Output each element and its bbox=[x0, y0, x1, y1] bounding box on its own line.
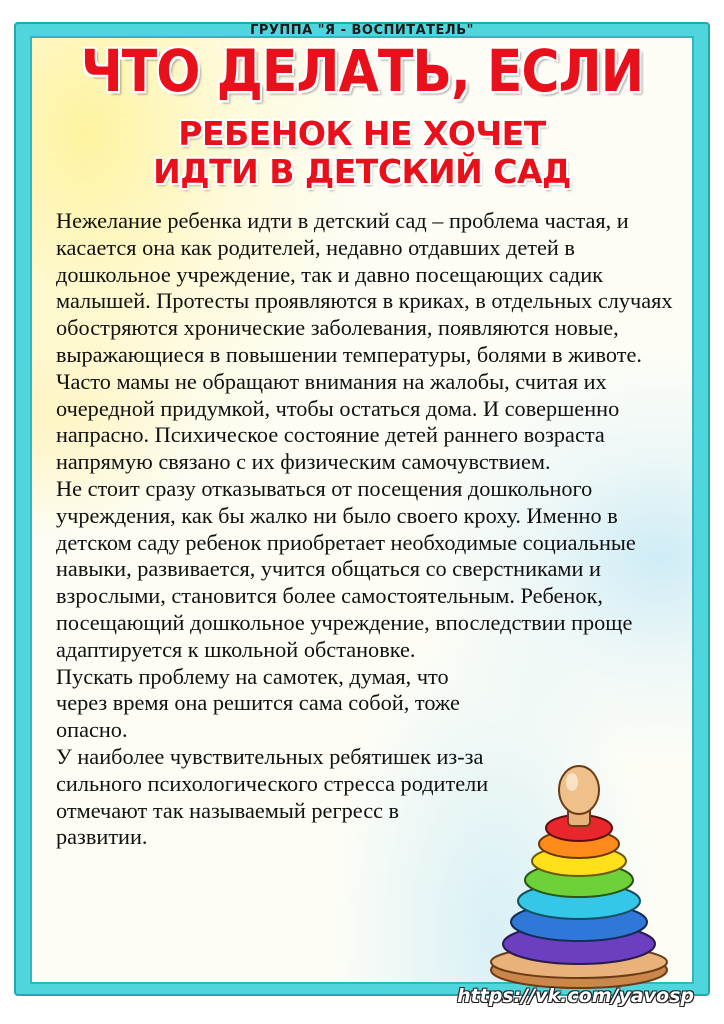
vk-link[interactable]: https://vk.com/yavosp bbox=[457, 985, 694, 1007]
subtitle-line-1: РЕБЕНОК НЕ ХОЧЕТ bbox=[178, 114, 546, 153]
pyramid-toy-icon bbox=[486, 762, 672, 990]
subtitle-line-2: ИДТИ В ДЕТСКИЙ САД bbox=[153, 152, 571, 191]
page-subtitle bbox=[0, 115, 724, 191]
page-title: ЧТО ДЕЛАТЬ, ЕСЛИ bbox=[80, 38, 644, 106]
paragraph-2: Не стоит сразу отказываться от посещения дошкольного учреждения, как бы жалко ни было своего кроху. Именно в детском саду ребенок приобретает необходимые социальные навыки, развивается, учится общаться со сверстниками и взрослыми, становится более самостоятельным. Ребенок, посещающий дошкольное учреждение, впоследствии проще адаптируется к школьной обстановке. bbox=[56, 475, 636, 662]
paragraph-1: Нежелание ребенка идти в детский сад – проблема частая, и касается она как родителей, недавно отдавших детей в дошкольное учреждение, так и давно посещающих садик малышей. Протесты проявляются в криках, в отдельных случаях обостряются хронические заболевания, появляются новые, выражающиеся в повышении температуры, болями в животе. Часто мамы не обращают внимания на жалобы, считая их очередной придумкой, чтобы остаться дома. И совершенно напрасно. Психическое состояние детей раннего возраста напрямую связано с их физическим самочувствием. bbox=[56, 208, 673, 475]
toy-knob bbox=[559, 766, 599, 814]
group-label: ГРУППА "Я - ВОСПИТАТЕЛЬ" bbox=[250, 23, 474, 38]
paragraph-4: У наиболее чувствительных ребятишек из-за сильного психологического стресса родители отмечают так называемый регресс в развитии. bbox=[56, 743, 489, 850]
article-body bbox=[56, 208, 676, 851]
paragraph-3: Пускать проблему на самотек, думая, что через время она решится сама собой, тоже опасно. bbox=[56, 663, 460, 743]
